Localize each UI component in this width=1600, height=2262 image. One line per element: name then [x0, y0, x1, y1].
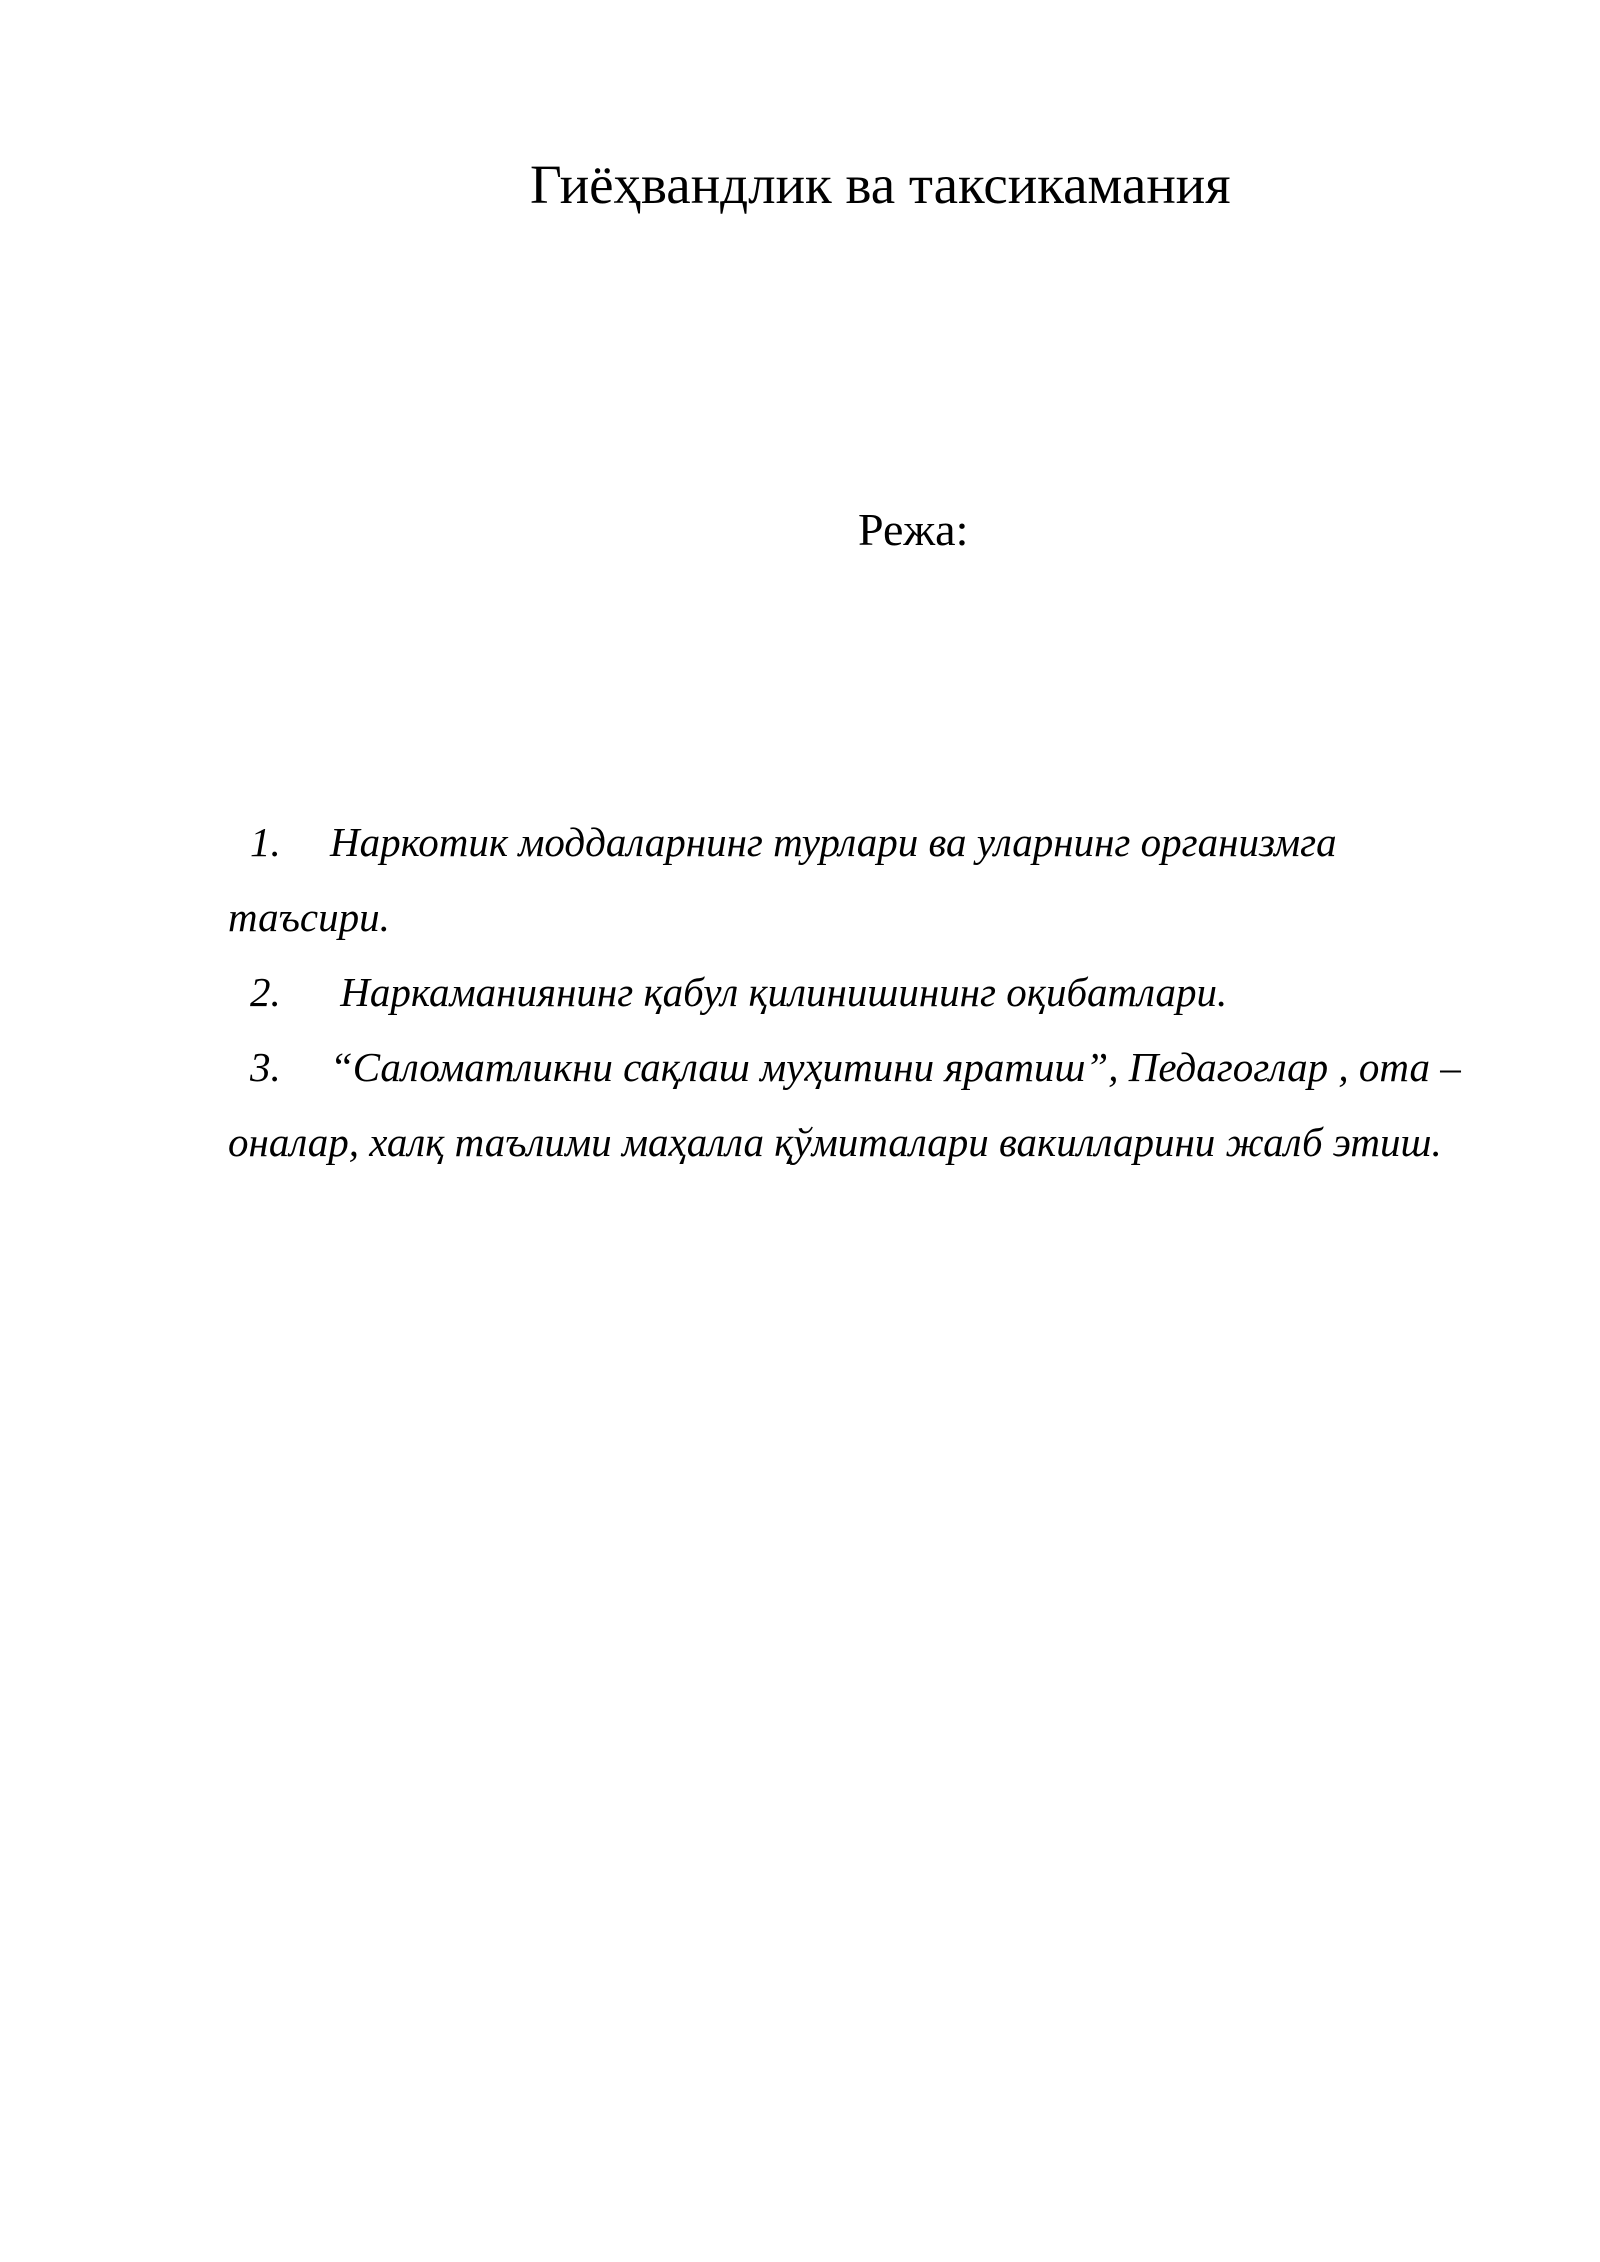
- plan-item-text: Наркаманиянинг қабул қилинишининг оқибатлари.: [330, 969, 1228, 1015]
- plan-list: [228, 805, 1498, 1180]
- plan-item-number: 2.: [250, 969, 281, 1015]
- plan-item-1: [228, 805, 1498, 955]
- plan-item-3: [228, 1030, 1498, 1180]
- plan-item-number: 1.: [250, 819, 281, 865]
- plan-heading: Режа:: [858, 504, 969, 555]
- plan-item-2: [228, 955, 1498, 1030]
- plan-item-text: “Саломатликни сақлаш муҳитини яратиш”, Педагоглар , ота – оналар, халқ таълими маҳалла қўмиталари вакилларини жалб этиш.: [228, 1044, 1461, 1165]
- plan-item-number: 3.: [250, 1044, 281, 1090]
- document-title: Гиёҳвандлик ва таксикамания: [530, 154, 1231, 215]
- plan-item-text: Наркотик моддаларнинг турлари ва уларнинг организмга таъсири.: [228, 819, 1337, 940]
